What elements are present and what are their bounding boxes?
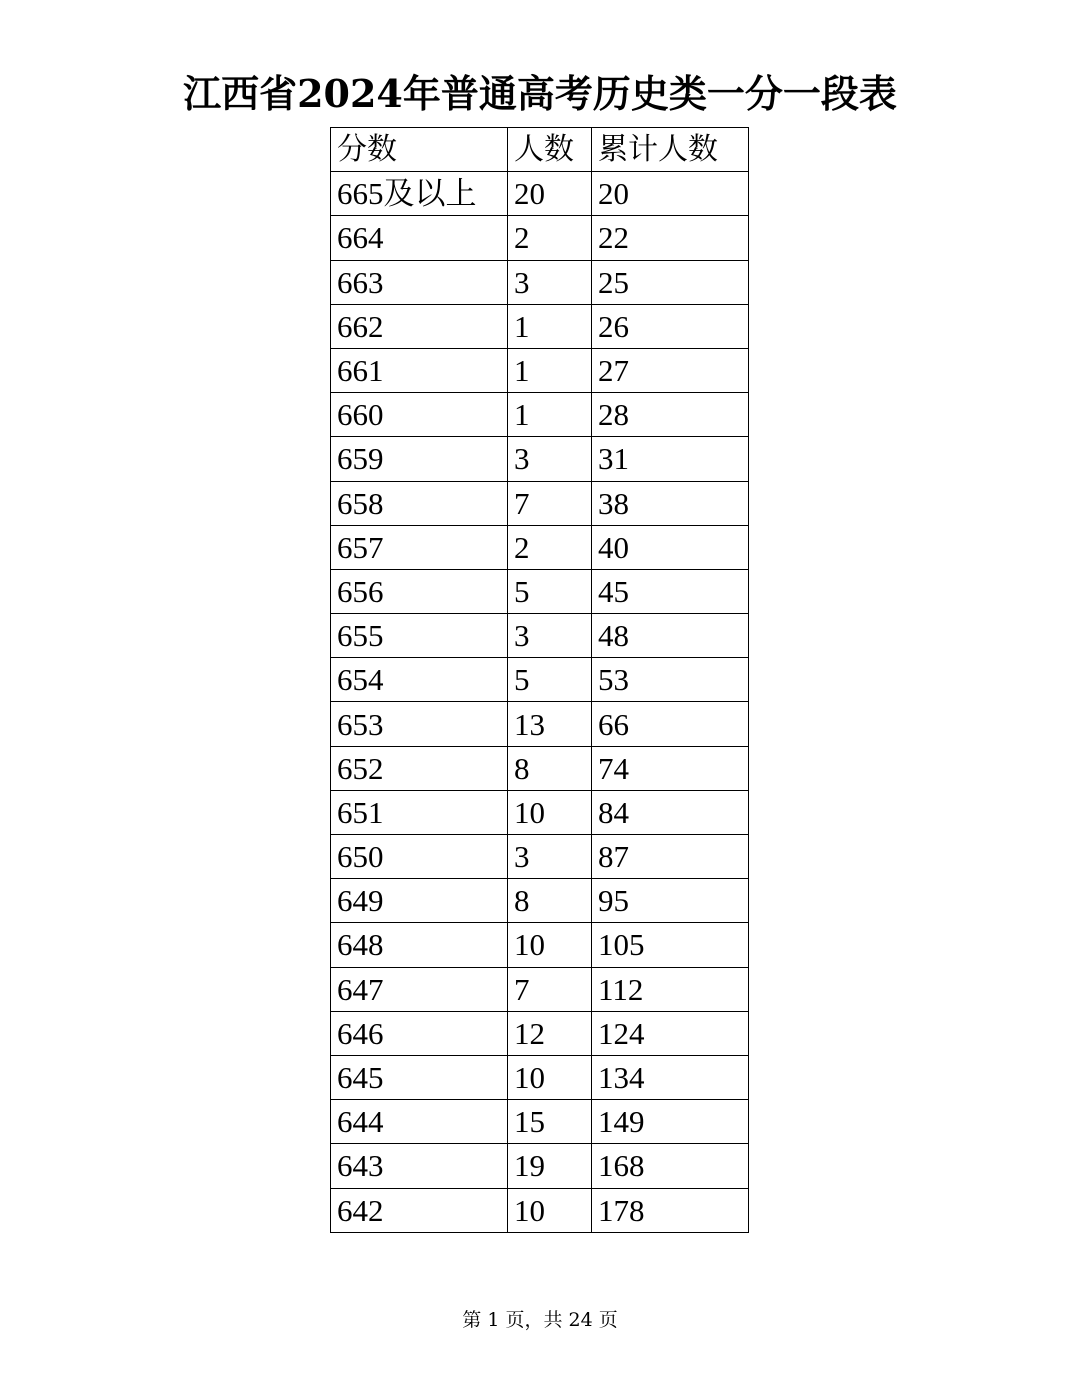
- count-cell: 7: [508, 967, 592, 1011]
- count-cell: 15: [508, 1100, 592, 1144]
- table-row: [331, 525, 749, 569]
- cumulative-cell: 84: [592, 790, 749, 834]
- table-row: [331, 481, 749, 525]
- table-row: [331, 172, 749, 216]
- count-cell: 10: [508, 923, 592, 967]
- table-row: [331, 746, 749, 790]
- table-row: [331, 393, 749, 437]
- table-row: [331, 879, 749, 923]
- cumulative-cell: 26: [592, 304, 749, 348]
- cumulative-cell: 124: [592, 1011, 749, 1055]
- count-cell: 20: [508, 172, 592, 216]
- page-title: 江西省2024年普通高考历史类一分一段表: [183, 71, 897, 116]
- count-cell: 2: [508, 525, 592, 569]
- score-cell: 665及以上: [331, 172, 508, 216]
- cumulative-cell: 28: [592, 393, 749, 437]
- cumulative-cell: 22: [592, 216, 749, 260]
- table-row: [331, 1055, 749, 1099]
- count-cell: 19: [508, 1144, 592, 1188]
- score-cell: 649: [331, 879, 508, 923]
- table-row: [331, 790, 749, 834]
- score-cell: 648: [331, 923, 508, 967]
- count-cell: 1: [508, 393, 592, 437]
- count-cell: 1: [508, 304, 592, 348]
- score-cell: 659: [331, 437, 508, 481]
- count-cell: 10: [508, 790, 592, 834]
- score-cell: 656: [331, 569, 508, 613]
- table-row: [331, 437, 749, 481]
- table-row: [331, 1144, 749, 1188]
- score-cell: 662: [331, 304, 508, 348]
- cumulative-cell: 66: [592, 702, 749, 746]
- table-row: [331, 614, 749, 658]
- count-cell: 3: [508, 835, 592, 879]
- header-score: 分数: [331, 128, 508, 172]
- score-cell: 643: [331, 1144, 508, 1188]
- count-cell: 1: [508, 348, 592, 392]
- cumulative-cell: 25: [592, 260, 749, 304]
- cumulative-cell: 149: [592, 1100, 749, 1144]
- cumulative-cell: 112: [592, 967, 749, 1011]
- table-row: [331, 658, 749, 702]
- table-row: [331, 304, 749, 348]
- score-cell: 654: [331, 658, 508, 702]
- header-count: 人数: [508, 128, 592, 172]
- count-cell: 5: [508, 658, 592, 702]
- count-cell: 3: [508, 260, 592, 304]
- cumulative-cell: 20: [592, 172, 749, 216]
- table-row: [331, 967, 749, 1011]
- table-row: [331, 923, 749, 967]
- count-cell: 5: [508, 569, 592, 613]
- score-cell: 651: [331, 790, 508, 834]
- table-row: [331, 702, 749, 746]
- count-cell: 3: [508, 437, 592, 481]
- table-row: [331, 260, 749, 304]
- score-cell: 646: [331, 1011, 508, 1055]
- table-row: [331, 348, 749, 392]
- cumulative-cell: 27: [592, 348, 749, 392]
- score-cell: 655: [331, 614, 508, 658]
- cumulative-cell: 74: [592, 746, 749, 790]
- page-footer: 第 1 页，共 24 页: [462, 1309, 618, 1331]
- table-row: [331, 1011, 749, 1055]
- cumulative-cell: 134: [592, 1055, 749, 1099]
- score-cell: 660: [331, 393, 508, 437]
- table-row: [331, 835, 749, 879]
- count-cell: 3: [508, 614, 592, 658]
- count-cell: 12: [508, 1011, 592, 1055]
- table-row: [331, 1100, 749, 1144]
- cumulative-cell: 95: [592, 879, 749, 923]
- score-cell: 657: [331, 525, 508, 569]
- score-cell: 650: [331, 835, 508, 879]
- cumulative-cell: 53: [592, 658, 749, 702]
- count-cell: 8: [508, 746, 592, 790]
- score-cell: 644: [331, 1100, 508, 1144]
- score-cell: 658: [331, 481, 508, 525]
- cumulative-cell: 38: [592, 481, 749, 525]
- score-cell: 645: [331, 1055, 508, 1099]
- cumulative-cell: 48: [592, 614, 749, 658]
- count-cell: 10: [508, 1055, 592, 1099]
- count-cell: 8: [508, 879, 592, 923]
- header-cumulative: 累计人数: [592, 128, 749, 172]
- count-cell: 2: [508, 216, 592, 260]
- cumulative-cell: 45: [592, 569, 749, 613]
- count-cell: 13: [508, 702, 592, 746]
- cumulative-cell: 31: [592, 437, 749, 481]
- score-cell: 652: [331, 746, 508, 790]
- table-row: [331, 1188, 749, 1232]
- score-cell: 642: [331, 1188, 508, 1232]
- table-row: [331, 216, 749, 260]
- count-cell: 10: [508, 1188, 592, 1232]
- table-row: [331, 569, 749, 613]
- score-cell: 664: [331, 216, 508, 260]
- cumulative-cell: 168: [592, 1144, 749, 1188]
- score-cell: 653: [331, 702, 508, 746]
- cumulative-cell: 178: [592, 1188, 749, 1232]
- table-header-row: [331, 128, 749, 172]
- cumulative-cell: 40: [592, 525, 749, 569]
- cumulative-cell: 87: [592, 835, 749, 879]
- score-cell: 661: [331, 348, 508, 392]
- count-cell: 7: [508, 481, 592, 525]
- score-cell: 663: [331, 260, 508, 304]
- score-distribution-table: [330, 127, 749, 1233]
- cumulative-cell: 105: [592, 923, 749, 967]
- score-cell: 647: [331, 967, 508, 1011]
- table-body: [331, 172, 749, 1233]
